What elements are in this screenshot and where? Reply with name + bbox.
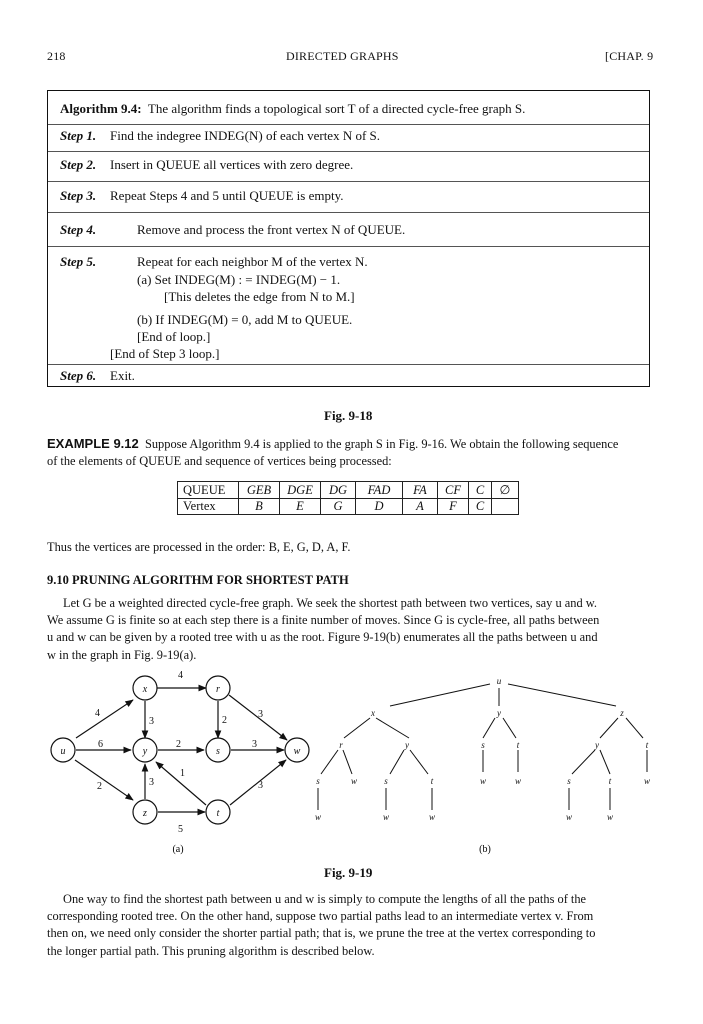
tree-node: y — [595, 740, 599, 750]
paragraph-line: Let G be a weighted directed cycle-free graph. We seek the shortest path between two vertices, say u and w. — [63, 596, 597, 610]
tree-node: w — [382, 812, 390, 822]
step-end-step3: [End of Step 3 loop.] — [110, 346, 220, 361]
table-cell: F — [438, 499, 469, 515]
table-cell: C — [469, 482, 492, 499]
tree-node: y — [405, 740, 409, 750]
step-sub-a: (a) Set INDEG(M) : = INDEG(M) − 1. — [137, 272, 341, 287]
table-cell: CF — [438, 482, 469, 499]
tree-edge — [410, 750, 428, 774]
edge-weight: 1 — [180, 768, 185, 779]
tree-edge — [321, 750, 338, 774]
step-text: Exit. — [110, 368, 135, 383]
tree-node: w — [606, 812, 614, 822]
table-cell: FAD — [356, 482, 403, 499]
figure-subcaption: (b) — [479, 844, 491, 855]
divider — [48, 124, 649, 125]
table-cell: Vertex — [178, 499, 239, 515]
table-cell: E — [280, 499, 321, 515]
tree-node: u — [496, 676, 502, 686]
table-cell: DGE — [280, 482, 321, 499]
page-number: 218 — [47, 49, 66, 63]
node-label: s — [216, 746, 220, 757]
edge-weight: 2 — [97, 781, 102, 792]
figure-caption: Fig. 9-18 — [324, 408, 373, 423]
step-label: Step 2. — [60, 157, 97, 172]
divider — [48, 364, 649, 365]
divider — [48, 246, 649, 247]
tree-node: t — [608, 776, 612, 786]
tree-node: w — [428, 812, 436, 822]
tree-edge — [390, 684, 490, 706]
node-label: x — [142, 684, 148, 695]
tree-node: s — [384, 776, 388, 786]
tree-edge — [503, 718, 516, 738]
algorithm-box — [47, 90, 650, 387]
closing-paragraph — [47, 891, 659, 960]
example-line: of the elements of QUEUE and sequence of vertices being processed: — [47, 454, 392, 469]
node-label: z — [143, 808, 147, 819]
tree-node: w — [514, 776, 522, 786]
example-line: Suppose Algorithm 9.4 is applied to the graph S in Fig. 9-16. We obtain the following sequence — [144, 437, 619, 451]
tree-edge — [626, 718, 643, 738]
example-text — [47, 435, 659, 470]
tree-node: t — [430, 776, 434, 786]
paragraph-line: u and w can be given by a rooted tree with u as the root. Figure 9-19(b) enumerates all the paths between u and — [47, 630, 598, 645]
tree-node: s — [567, 776, 571, 786]
processed-order: Thus the vertices are processed in the order: B, E, G, D, A, F. — [47, 540, 351, 554]
tree-node: w — [565, 812, 573, 822]
step-label: Step 3. — [60, 188, 97, 203]
tree-node: w — [643, 776, 651, 786]
table-row — [178, 499, 519, 515]
table-cell: ∅ — [492, 482, 519, 499]
table-cell: B — [239, 499, 280, 515]
step-text: Insert in QUEUE all vertices with zero degree. — [110, 157, 354, 172]
table-cell: D — [356, 499, 403, 515]
figure-subcaption: (a) — [172, 844, 184, 855]
tree-edge — [390, 750, 404, 774]
table-cell: FA — [403, 482, 438, 499]
paragraph-line: the longer partial path. This pruning algorithm is described below. — [47, 943, 375, 958]
tree-edge — [600, 718, 618, 738]
edge-weight: 2 — [222, 715, 227, 726]
step-text: Repeat Steps 4 and 5 until QUEUE is empty. — [110, 188, 344, 203]
tree-node: s — [481, 740, 485, 750]
step-text: Find the indegree INDEG(N) of each vertex N of S. — [110, 128, 381, 143]
step-sub-note: [This deletes the edge from N to M.] — [164, 289, 355, 304]
tree-node: w — [350, 776, 358, 786]
tree-node: w — [479, 776, 487, 786]
tree-edge — [483, 718, 495, 738]
tree-edge — [376, 718, 409, 738]
tree-node: r — [339, 740, 343, 750]
example-label: EXAMPLE 9.12 — [47, 436, 139, 451]
edge-weight: 4 — [178, 670, 183, 681]
step-label: Step 4. — [60, 222, 97, 237]
edge-weight: 3 — [258, 780, 263, 791]
edge-weight: 3 — [149, 716, 154, 727]
queue-table — [177, 481, 519, 515]
tree-edge — [572, 750, 595, 774]
node-label: u — [60, 746, 66, 757]
edge-weight: 2 — [176, 739, 181, 750]
paragraph-line: then on, we need only consider the shorter partial path; that is, we prune the tree at the vertex corresponding to — [47, 926, 596, 941]
figure-9-19 — [0, 660, 703, 860]
table-cell: G — [321, 499, 356, 515]
tree-node: s — [316, 776, 320, 786]
paragraph-line: We assume G is finite so at each step there is a finite number of moves. Since G is cycle-free, all paths between — [47, 613, 600, 628]
section-paragraph — [47, 595, 659, 664]
step-text: Remove and process the front vertex N of QUEUE. — [137, 222, 406, 237]
algorithm-intro — [60, 101, 525, 117]
divider — [48, 212, 649, 213]
step-label: Step 1. — [60, 128, 97, 143]
table-cell: A — [403, 499, 438, 515]
tree-edge — [600, 750, 610, 774]
edge-u-z — [75, 760, 133, 800]
edge-weight: 3 — [252, 739, 257, 750]
edge-weight: 6 — [98, 739, 103, 750]
paragraph-line: One way to find the shortest path between u and w is simply to compute the lengths of all the paths of the — [63, 892, 587, 906]
edge-weight: 3 — [258, 709, 263, 720]
table-row — [178, 482, 519, 499]
edge-weight: 3 — [149, 777, 154, 788]
tree-edge — [343, 750, 352, 774]
step-label: Step 6. — [60, 368, 97, 383]
tree-edge — [344, 718, 370, 738]
edge-weight: 5 — [178, 824, 183, 835]
step-label: Step 5. — [60, 254, 97, 269]
node-label: y — [142, 746, 148, 757]
step-end-loop: [End of loop.] — [137, 329, 211, 344]
node-label: r — [216, 684, 220, 695]
node-label: t — [216, 808, 220, 819]
chapter-label: [CHAP. 9 — [605, 49, 654, 63]
tree-node: w — [314, 812, 322, 822]
edge-weight: 4 — [95, 708, 100, 719]
table-cell: C — [469, 499, 492, 515]
algorithm-name: Algorithm 9.4: — [60, 101, 142, 116]
table-cell — [492, 499, 519, 515]
step-sub-b: (b) If INDEG(M) = 0, add M to QUEUE. — [137, 312, 353, 327]
divider — [48, 151, 649, 152]
tree-node: z — [620, 708, 624, 718]
edge-u-x — [76, 700, 133, 738]
table-cell: DG — [321, 482, 356, 499]
graph-a-edges — [75, 688, 287, 812]
tree-node: y — [497, 708, 501, 718]
paragraph-line: corresponding rooted tree. On the other hand, suppose two partial paths lead to an intermediate vertex v. From — [47, 909, 594, 924]
divider — [48, 181, 649, 182]
algorithm-intro-text: The algorithm finds a topological sort T of a directed cycle-free graph S. — [147, 101, 526, 116]
running-title: DIRECTED GRAPHS — [286, 49, 399, 63]
figure-caption: Fig. 9-19 — [324, 865, 373, 880]
tree-edge — [508, 684, 616, 706]
section-heading: 9.10 PRUNING ALGORITHM FOR SHORTEST PATH — [47, 573, 349, 587]
tree-node: t — [645, 740, 649, 750]
node-label: w — [293, 746, 301, 757]
tree-node: x — [371, 708, 375, 718]
step-text: Repeat for each neighbor M of the vertex N. — [137, 254, 368, 269]
table-cell: GEB — [239, 482, 280, 499]
table-cell: QUEUE — [178, 482, 239, 499]
tree-node: t — [516, 740, 520, 750]
paragraph-line: w in the graph in Fig. 9-19(a). — [47, 647, 197, 662]
